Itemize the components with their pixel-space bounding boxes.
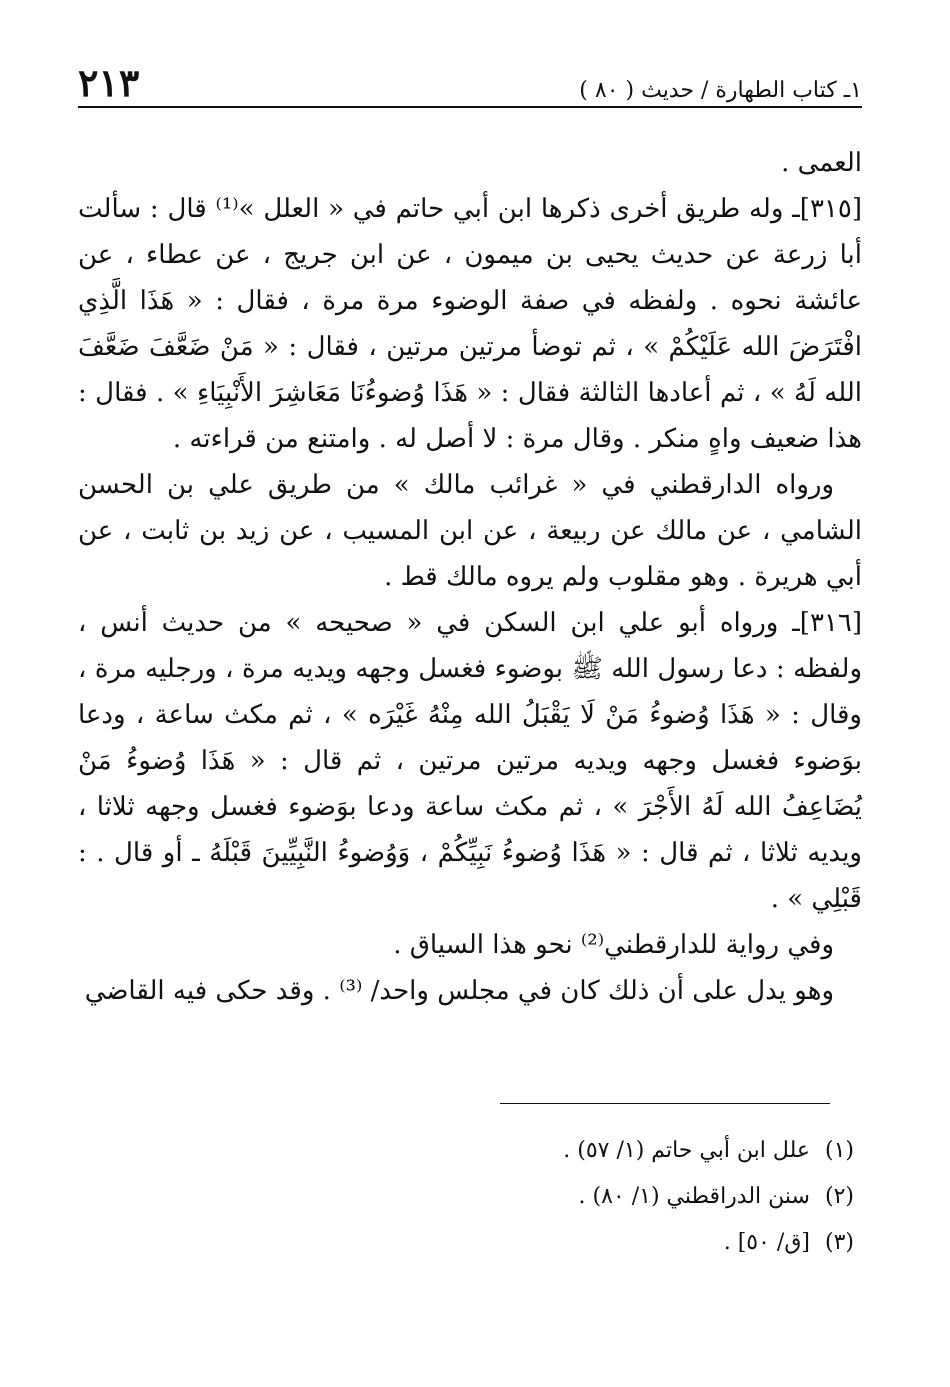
footnote-text: سنن الدراقطني (١/ ٨٠) . — [578, 1184, 810, 1209]
main-text — [78, 140, 862, 1014]
page-number: ٢١٣ — [78, 60, 140, 105]
footnotes — [78, 1128, 854, 1266]
footnote-number: (٢) — [824, 1184, 854, 1209]
footnote-text: علل ابن أبي حاتم (١/ ٥٧) . — [563, 1138, 810, 1163]
paragraph: العمى . — [781, 148, 862, 178]
footnote-item — [78, 1128, 854, 1174]
page-header — [78, 58, 862, 108]
footnote-item — [78, 1220, 854, 1266]
footnote-text: [ق/ ٥٠] . — [723, 1230, 810, 1255]
running-title: ١ـ كتاب الطهارة / حديث ( ٨٠ ) — [579, 78, 862, 103]
paragraph: [٣١٦]ـ ورواه أبو علي ابن السكن في « صحيحه » من حديث أنس ، ولفظه : دعا رسول الله ﷺ بوضوء فغسل وجهه ويديه مرة ، ورجليه مرة ، وقال : « هَذَا وُضوءُ مَنْ لَا يَقْبَلُ الله مِنْهُ غَيْرَه » ، ثم مكث ساعة ، ودعا بوَضوء فغسل وجهه ويديه مرتين مرتين ، ثم قال : « هَذَا وُضوءُ مَنْ يُضَاعِفُ الله لَهُ الأَجْرَ » ، ثم مكث ساعة ودعا بوَضوء فغسل وجهه ثلاثا ، ويديه ثلاثا ، ثم قال : « هَذَا وُضوءُ نَبِيِّكُمْ ، وَوُضوءُ النَّبِيِّينَ قَبْلَهُ ـ أو قال . : قَبْلِي » . — [78, 608, 862, 914]
footnote-divider — [500, 1103, 830, 1104]
paragraph: [٣١٥]ـ وله طريق أخرى ذكرها ابن أبي حاتم في « العلل »⁽¹⁾ قال : سألت أبا زرعة عن حديث يحيى بن ميمون ، عن ابن جريج ، عن عطاء ، عن عائشة نحوه . ولفظه في صفة الوضوء مرة مرة ، فقال : « هَذَا الَّذِي افْتَرَضَ الله عَلَيْكُمْ » ، ثم توضأ مرتين مرتين ، فقال : « مَنْ ضَعَّفَ ضَعَّفَ الله لَهُ » ، ثم أعادها الثالثة فقال : « هَذَا وُضوءُنَا مَعَاشِرَ الأَنْبِيَاءِ » . فقال : هذا ضعيف واهٍ منكر . وقال مرة : لا أصل له . وامتنع من قراءته . — [78, 194, 862, 454]
paragraph: وهو يدل على أن ذلك كان في مجلس واحد/ ⁽³⁾ . وقد حكى فيه القاضي — [84, 976, 834, 1006]
footnote-number: (٣) — [824, 1230, 854, 1255]
paragraph: وفي رواية للدارقطني⁽²⁾ نحو هذا السياق . — [393, 930, 834, 960]
footnote-item — [78, 1174, 854, 1220]
footnote-number: (١) — [824, 1138, 854, 1163]
paragraph: ورواه الدارقطني في « غرائب مالك » من طريق علي بن الحسن الشامي ، عن مالك عن ربيعة ، عن ابن المسيب ، عن زيد بن ثابت ، عن أبي هريرة . وهو مقلوب ولم يروه مالك قط . — [78, 470, 862, 592]
